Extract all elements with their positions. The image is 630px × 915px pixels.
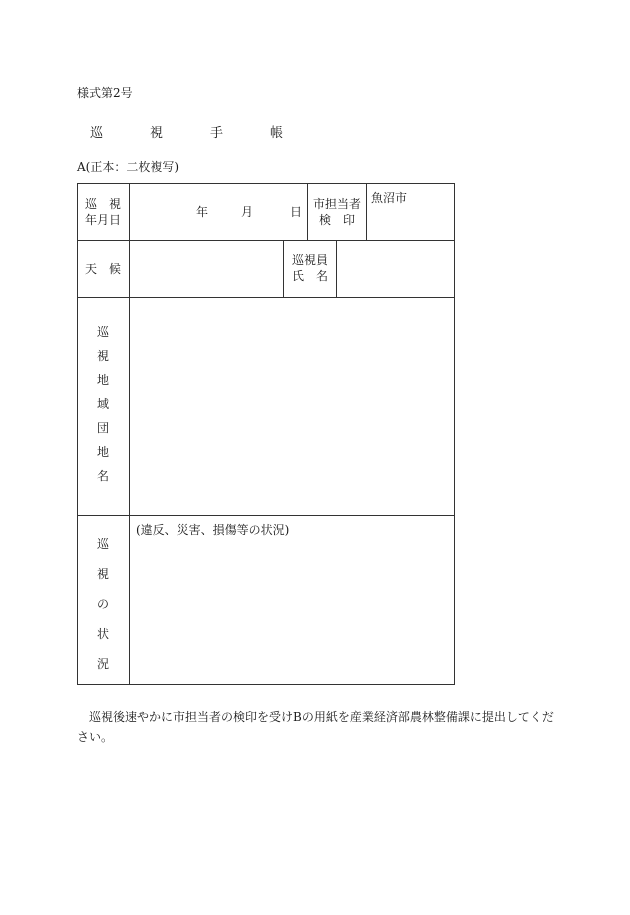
city-staff-label-line1: 市担当者 bbox=[312, 197, 361, 211]
status-hint: (違反、災害、損傷等の状況) bbox=[136, 523, 290, 537]
patroller-label-line2: 氏 名 bbox=[291, 269, 328, 283]
status-label-char: 視 bbox=[96, 567, 109, 581]
table-border-top bbox=[77, 183, 455, 184]
patrol-date-label-line2: 年月日 bbox=[84, 213, 121, 227]
area-label-char: 地 bbox=[96, 445, 109, 459]
submission-instructions: 巡視後速やかに市担当者の検印を受けBの用紙を産業経済部農林整備課に提出してください。 bbox=[77, 710, 554, 744]
area-label-char: 地 bbox=[96, 373, 109, 387]
city-name: 魚沼市 bbox=[371, 191, 408, 205]
table-border-right bbox=[454, 183, 455, 685]
date-month-unit: 月 bbox=[241, 205, 254, 219]
status-label bbox=[93, 535, 113, 685]
date-year-unit: 年 bbox=[196, 205, 209, 219]
status-label-char: 状 bbox=[96, 627, 109, 641]
row2-divider-b bbox=[336, 240, 337, 297]
area-label-char: 団 bbox=[96, 421, 109, 435]
area-name-label bbox=[93, 323, 113, 491]
table-border-left bbox=[77, 183, 78, 685]
row-divider-1 bbox=[77, 240, 455, 241]
status-label-char: 巡 bbox=[96, 537, 109, 551]
area-label-char: 名 bbox=[96, 469, 109, 483]
city-staff-stamp-label bbox=[308, 196, 366, 228]
label-column-divider bbox=[129, 183, 130, 685]
patrol-form-table bbox=[77, 183, 455, 685]
patroller-name-label bbox=[284, 252, 336, 284]
weather-label: 天 候 bbox=[84, 262, 121, 276]
patrol-date-label bbox=[77, 196, 129, 228]
document-title: 巡 視 手 帳 bbox=[90, 126, 301, 141]
area-label-char: 巡 bbox=[96, 325, 109, 339]
status-label-char: の bbox=[96, 597, 109, 611]
patroller-label-line1: 巡視員 bbox=[291, 253, 328, 267]
area-label-char: 視 bbox=[96, 349, 109, 363]
area-label-char: 域 bbox=[96, 397, 109, 411]
row-divider-2 bbox=[77, 297, 455, 298]
city-staff-label-line2: 検 印 bbox=[318, 213, 355, 227]
table-border-bottom bbox=[77, 684, 455, 685]
date-day-unit: 日 bbox=[290, 205, 303, 219]
status-label-char: 況 bbox=[96, 657, 109, 671]
row1-divider-b bbox=[366, 183, 367, 240]
patrol-date-label-line1: 巡 視 bbox=[84, 197, 121, 211]
row-divider-3 bbox=[77, 515, 455, 516]
form-number: 様式第2号 bbox=[77, 86, 133, 100]
copy-note: A(正本：二枚複写) bbox=[77, 160, 180, 174]
